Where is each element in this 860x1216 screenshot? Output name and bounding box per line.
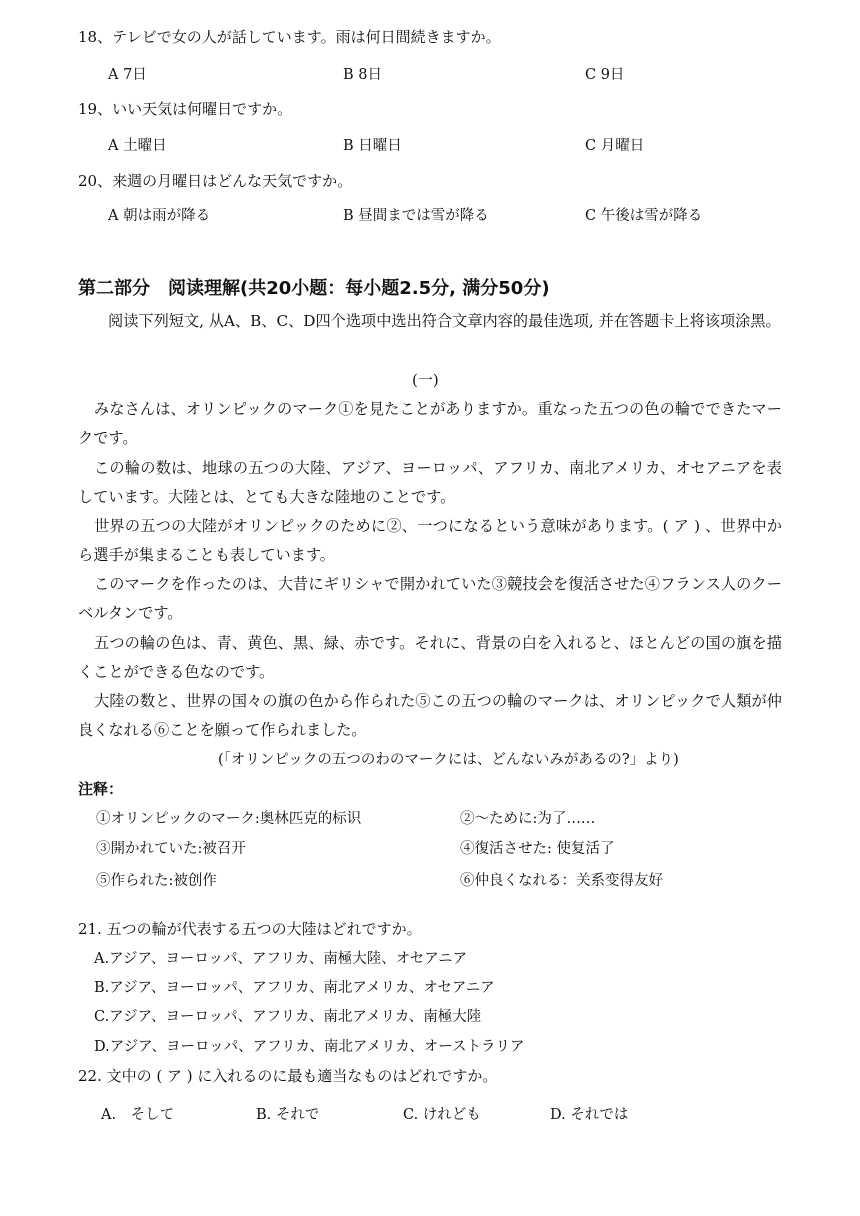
q21-option-a: A.アジア、ヨーロッパ、アフリカ、南極大陸、オセアニア xyxy=(94,951,468,967)
q22-option-b: B. それで xyxy=(256,1107,320,1123)
note-4: ④復活させた: 使复活了 xyxy=(460,841,615,857)
note-1: ①オリンピックのマーク:奥林匹克的标识 xyxy=(96,811,362,827)
passage-paragraph-4: このマークを作ったのは、大昔にギリシャで開かれていた③競技会を復活させた④フランス人のクーベルタンです。 xyxy=(78,575,782,622)
q19-option-a: A 土曜日 xyxy=(108,138,167,154)
passage-paragraph-2: この輪の数は、地球の五つの大陸、アジア、ヨーロッパ、アフリカ、南北アメリカ、オセアニアを表しています。大陸とは、とても大きな陸地のことです。 xyxy=(78,459,782,506)
q20-option-b: B 昼間までは雪が降る xyxy=(343,208,489,224)
passage-paragraph-6: 大陸の数と、世界の国々の旗の色から作られた⑤この五つの輪のマークは、オリンピックで人類が仲良くなれる⑥ことを願って作られました。 xyxy=(78,692,782,739)
passage-paragraph-1: みなさんは、オリンピックのマーク①を見たことがありますか。重なった五つの色の輪でできたマークです。 xyxy=(78,400,782,447)
q18-option-a: A 7日 xyxy=(108,67,147,83)
note-6: ⑥仲良くなれる：关系变得友好 xyxy=(460,873,663,889)
notes-heading: 注释： xyxy=(78,780,124,798)
q19-option-b: B 日曜日 xyxy=(343,138,402,154)
q18-option-c: C 9日 xyxy=(585,67,625,83)
q20-option-a: A 朝は雨が降る xyxy=(108,208,211,224)
q21-option-c: C.アジア、ヨーロッパ、アフリカ、南北アメリカ、南極大陸 xyxy=(94,1009,482,1025)
passage-source: (「オリンピックの五つのわのマークには、どんないみがあるの?」より) xyxy=(218,752,679,768)
q22-option-c: C. けれども xyxy=(403,1107,481,1123)
q19-option-c: C 月曜日 xyxy=(585,138,645,154)
q20-option-c: C 午後は雪が降る xyxy=(585,208,703,224)
question-22: 22. 文中の ( ア ) に入れるのに最も適当なものはどれですか。 xyxy=(78,1067,498,1085)
note-5: ⑤作られた:被创作 xyxy=(96,873,217,889)
question-21: 21. 五つの輪が代表する五つの大陸はどれですか。 xyxy=(78,920,422,938)
section-instruction: 阅读下列短文, 从A、B、C、D四个选项中选出符合文章内容的最佳选项, 并在答题卡上将该项涂黑。 xyxy=(108,312,781,330)
question-20: 20、来週の月曜日はどんな天気ですか。 xyxy=(78,172,353,190)
note-3: ③開かれていた:被召开 xyxy=(96,841,246,857)
q18-option-b: B 8日 xyxy=(343,67,382,83)
question-18: 18、テレビで女の人が話しています。雨は何日間続きますか。 xyxy=(78,28,501,46)
passage-number: (一) xyxy=(412,371,439,389)
question-19: 19、いい天気は何曜日ですか。 xyxy=(78,100,293,118)
q22-option-a: A. そして xyxy=(101,1107,175,1123)
q21-option-d: D.アジア、ヨーロッパ、アフリカ、南北アメリカ、オーストラリア xyxy=(94,1039,525,1055)
passage-paragraph-3: 世界の五つの大陸がオリンピックのために②、一つになるという意味があります。( ア ) 、世界中から選手が集まることも表しています。 xyxy=(78,517,782,564)
section-heading: 第二部分 阅读理解(共20小题：每小题2.5分, 满分50分) xyxy=(78,278,550,299)
note-2: ②～ために:为了…… xyxy=(460,811,596,827)
q21-option-b: B.アジア、ヨーロッパ、アフリカ、南北アメリカ、オセアニア xyxy=(94,980,495,996)
passage-paragraph-5: 五つの輪の色は、青、黄色、黒、緑、赤です。それに、背景の白を入れると、ほとんどの国の旗を描くことができる色なのです。 xyxy=(78,634,782,681)
q22-option-d: D. それでは xyxy=(550,1107,629,1123)
